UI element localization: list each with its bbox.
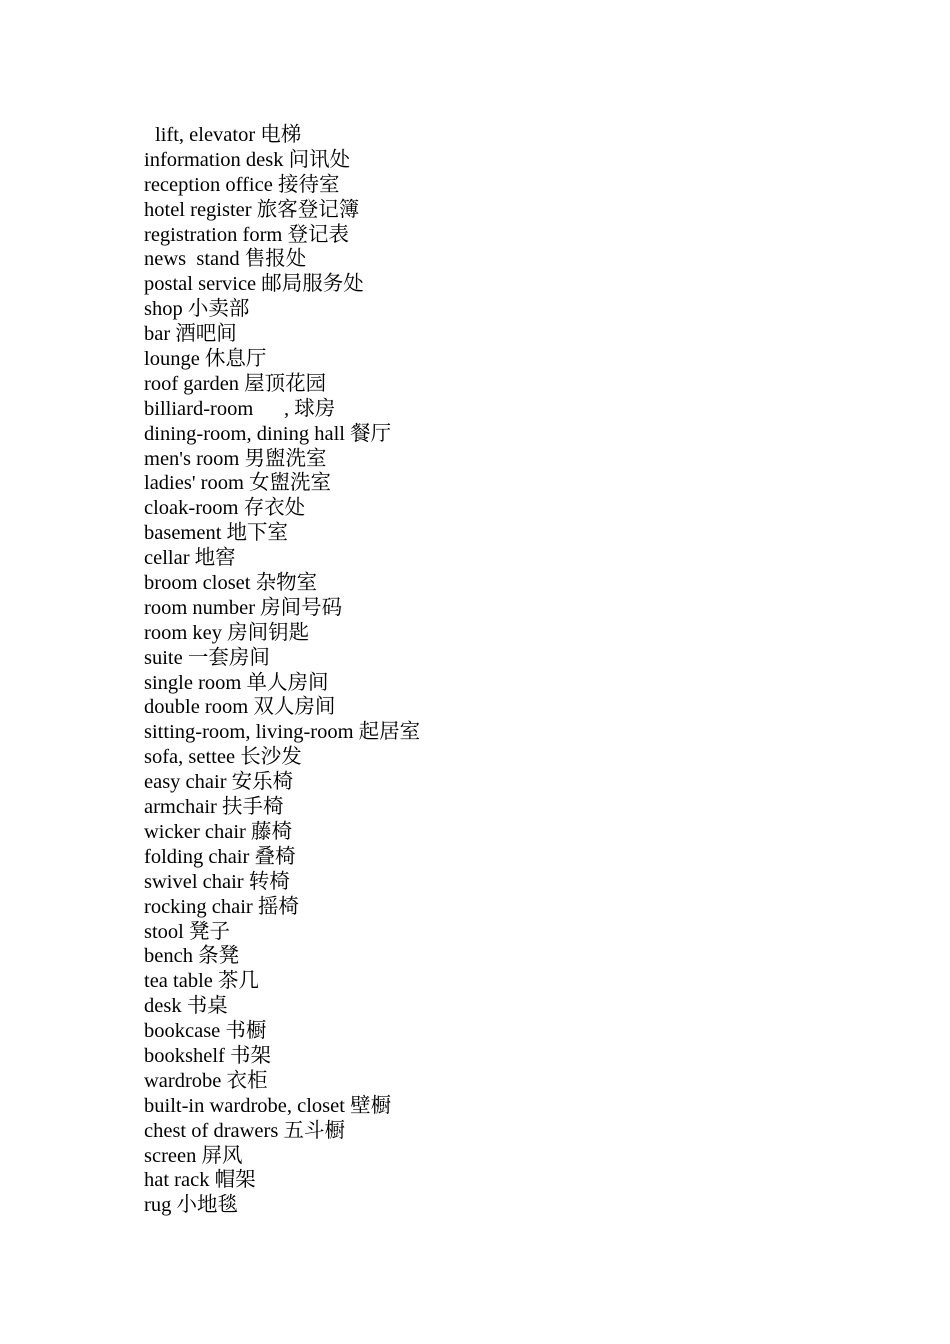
vocab-entry: rug 小地毯: [144, 1194, 238, 1217]
vocab-entry: shop 小卖部: [144, 298, 250, 321]
vocab-entry: room key 房间钥匙: [144, 621, 310, 644]
vocab-entry: broom closet 杂物室: [144, 572, 318, 595]
vocab-entry: ladies' room 女盥洗室: [144, 472, 332, 495]
vocab-entry: bookshelf 书架: [144, 1044, 271, 1067]
vocab-entry: folding chair 叠椅: [144, 845, 296, 868]
vocab-entry: armchair 扶手椅: [144, 796, 284, 819]
vocab-entry: hotel register 旅客登记簿: [144, 198, 360, 221]
vocab-entry: information desk 问讯处: [144, 148, 351, 171]
vocab-entry: bookcase 书橱: [144, 1020, 267, 1043]
vocab-entry: suite 一套房间: [144, 646, 270, 669]
vocab-entry: lounge 休息厅: [144, 348, 267, 371]
vocab-entry: sofa, settee 长沙发: [144, 746, 302, 769]
vocab-entry: swivel chair 转椅: [144, 870, 290, 893]
vocab-entry: double room 双人房间: [144, 696, 336, 719]
vocab-entry: wardrobe 衣柜: [144, 1069, 268, 1092]
vocab-entry: desk 书桌: [144, 995, 228, 1018]
vocab-entry: tea table 茶几: [144, 970, 259, 993]
vocab-entry: bench 条凳: [144, 945, 240, 968]
vocab-entry: lift, elevator 电梯: [155, 124, 302, 146]
vocab-entry: easy chair 安乐椅: [144, 771, 294, 794]
vocab-entry: hat rack 帽架: [144, 1169, 256, 1192]
vocab-entry: screen 屏风: [144, 1144, 243, 1167]
vocab-entry: built-in wardrobe, closet 壁橱: [144, 1094, 392, 1117]
vocab-entry: cellar 地窖: [144, 547, 236, 570]
vocab-entry: billiard-room , 球房: [144, 397, 336, 420]
vocab-entry: roof garden 屋顶花园: [144, 372, 327, 395]
vocab-entry: dining-room, dining hall 餐厅: [144, 422, 392, 445]
vocab-entry: bar 酒吧间: [144, 323, 237, 346]
vocab-entry: room number 房间号码: [144, 596, 343, 619]
vocab-entry: registration form 登记表: [144, 223, 349, 246]
vocabulary-list: [144, 123, 420, 1218]
vocab-entry: reception office 接待室: [144, 173, 340, 196]
vocab-entry: cloak-room 存衣处: [144, 497, 306, 520]
vocab-entry: sitting-room, living-room 起居室: [144, 721, 421, 744]
vocab-entry: basement 地下室: [144, 522, 289, 545]
vocab-entry: postal service 邮局服务处: [144, 273, 364, 296]
vocab-entry: news stand 售报处: [144, 248, 307, 271]
vocab-entry: men's room 男盥洗室: [144, 447, 327, 470]
vocab-entry: wicker chair 藤椅: [144, 820, 292, 843]
vocab-entry: single room 单人房间: [144, 671, 329, 694]
vocab-entry: chest of drawers 五斗橱: [144, 1119, 345, 1142]
vocab-entry: stool 凳子: [144, 920, 230, 943]
vocab-entry: rocking chair 摇椅: [144, 895, 299, 918]
